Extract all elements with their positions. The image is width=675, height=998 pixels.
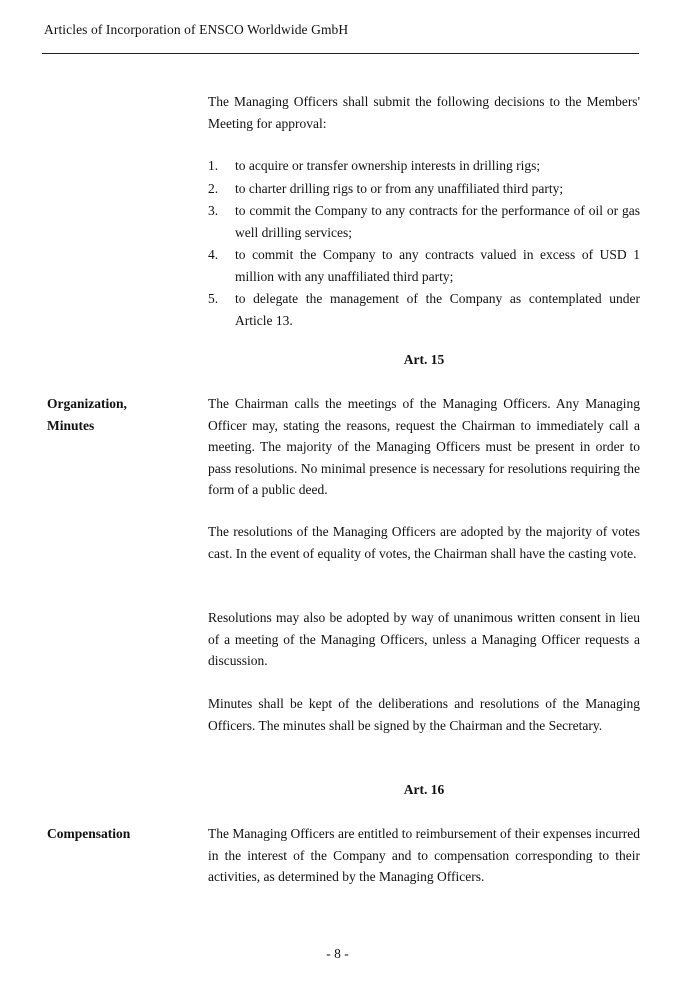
article-16-side-label: Compensation <box>47 826 131 841</box>
article-16-heading: Art. 16 <box>403 782 445 797</box>
page-number: - 8 - <box>326 946 349 961</box>
list-item-number: 5. <box>208 291 219 306</box>
article-15-side-label <box>47 393 127 436</box>
article-16-paragraph: The Managing Officers are entitled to reimbursement of their expenses incurred in the interest of the Company and to compensation corresponding to their activities, as determined by the Managing Officers. <box>208 826 640 884</box>
list-item <box>208 178 640 200</box>
decisions-list <box>208 155 640 332</box>
article-15-heading: Art. 15 <box>403 352 445 367</box>
article-15-paragraph-2: The resolutions of the Managing Officers are adopted by the majority of votes cast. In the event of equality of votes, the Chairman shall have the casting vote. <box>208 524 640 561</box>
list-item-number: 4. <box>208 247 219 262</box>
list-item-text: to charter drilling rigs to or from any unaffiliated third party; <box>235 180 564 196</box>
header-divider <box>42 53 639 54</box>
article-15-paragraph-4: Minutes shall be kept of the deliberations and resolutions of the Managing Officers. The minutes shall be signed by the Chairman and the Secretary. <box>208 696 640 733</box>
list-item-text: to delegate the management of the Company as contemplated under Article 13. <box>235 291 640 328</box>
list-item <box>208 155 640 177</box>
intro-paragraph: The Managing Officers shall submit the following decisions to the Members' Meeting for approval: <box>208 94 640 131</box>
side-label-line: Minutes <box>47 417 95 433</box>
list-item-text: to commit the Company to any contracts valued in excess of USD 1 million with any unaffiliated third party; <box>235 247 640 284</box>
list-item <box>208 244 640 287</box>
document-header-title: Articles of Incorporation of ENSCO Worldwide GmbH <box>44 22 349 37</box>
list-item <box>208 200 640 243</box>
list-item-number: 3. <box>208 203 219 218</box>
side-label-line: Organization, <box>47 396 127 411</box>
list-item-text: to commit the Company to any contracts for the performance of oil or gas well drilling services; <box>235 203 640 240</box>
list-item-number: 2. <box>208 180 219 196</box>
list-item-text: to acquire or transfer ownership interests in drilling rigs; <box>235 158 541 173</box>
list-item-number: 1. <box>208 158 219 173</box>
article-15-paragraph-3: Resolutions may also be adopted by way of unanimous written consent in lieu of a meeting of the Managing Officers, unless a Managing Officer requests a discussion. <box>208 610 640 668</box>
list-item <box>208 288 640 331</box>
article-15-paragraph-1: The Chairman calls the meetings of the Managing Officers. Any Managing Officer may, stating the reasons, request the Chairman to immediately call a meeting. The majority of the Managing Officers must be present in order to pass resolutions. No minimal presence is necessary for resolutions requiring the form of a public deed. <box>208 396 640 497</box>
